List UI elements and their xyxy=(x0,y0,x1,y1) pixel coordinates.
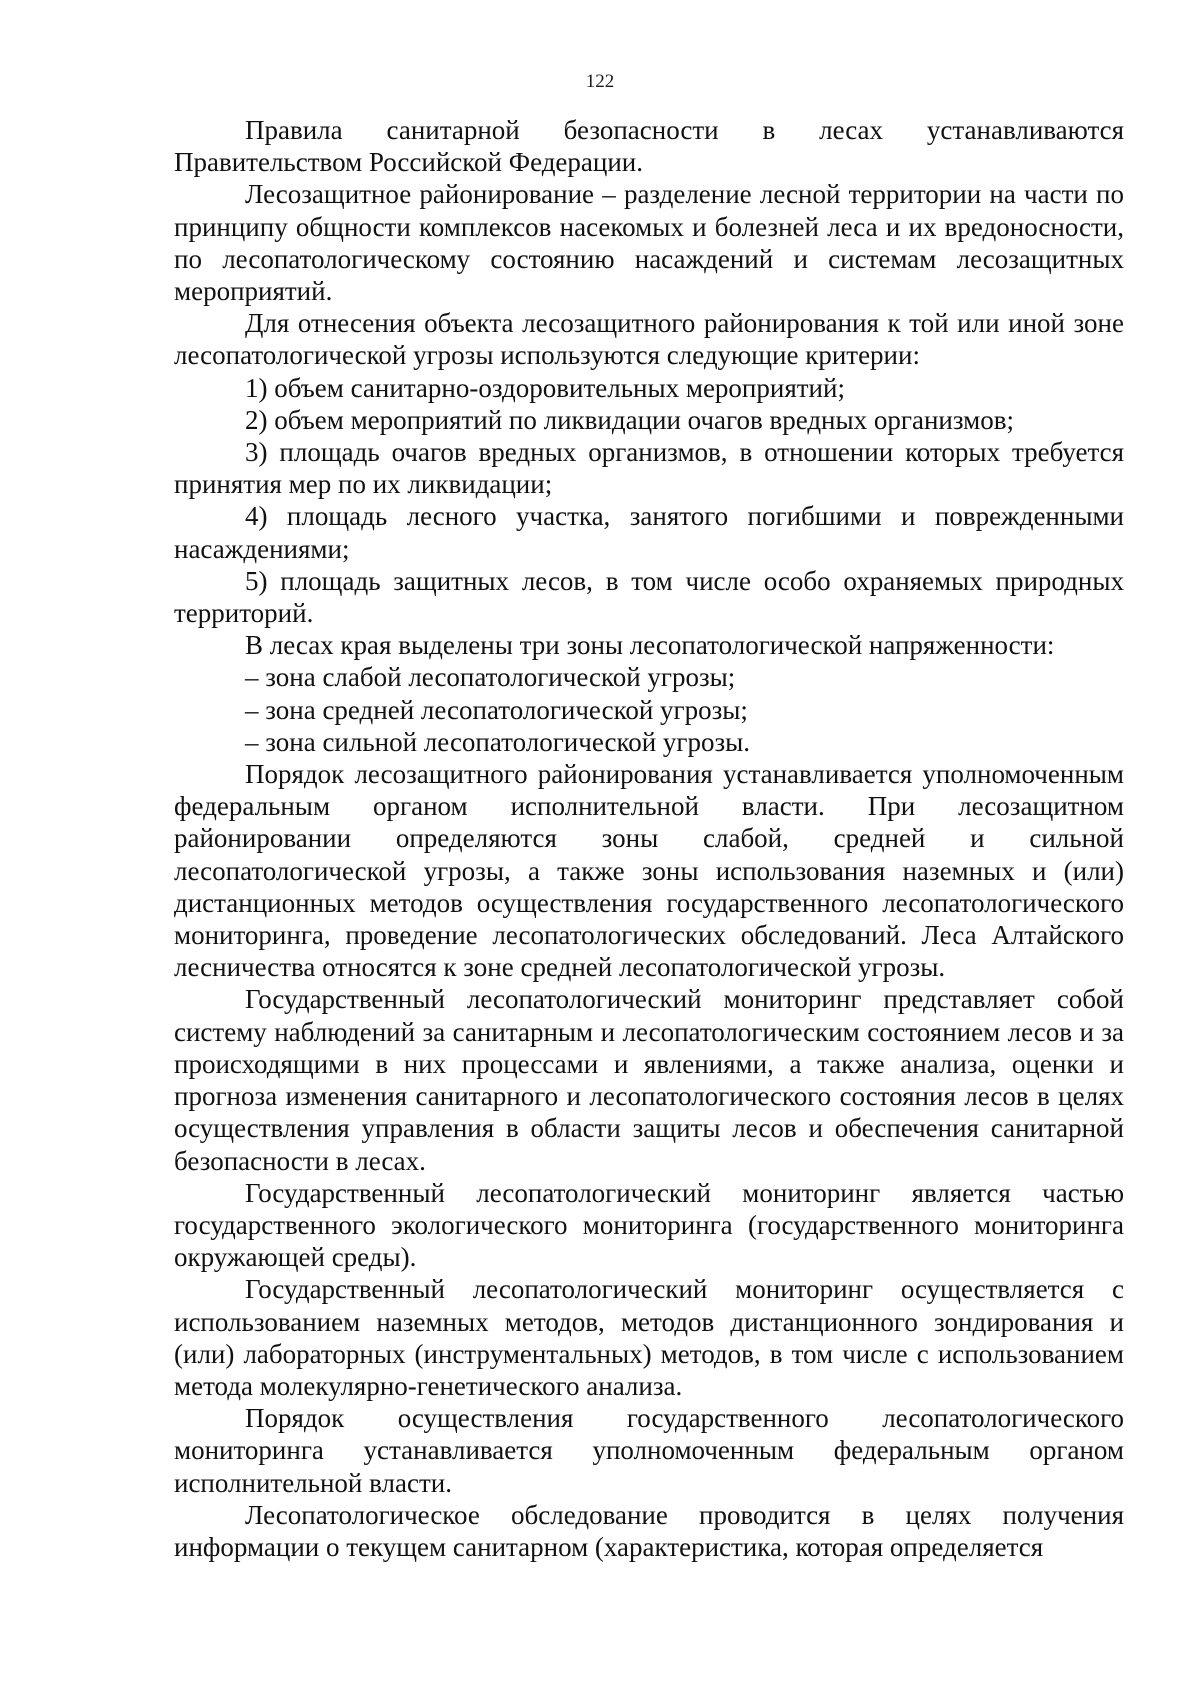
paragraph-survey: Лесопатологическое обследование проводится в целях получения информации о текущем санитарном (характеристика, которая определяется xyxy=(174,1499,1124,1562)
list-item-criterion-4: 4) площадь лесного участка, занятого погибшими и поврежденными насаждениями; xyxy=(174,501,1124,564)
list-item-zone-strong: – зона сильной лесопатологической угрозы. xyxy=(245,726,751,757)
paragraph-monitoring-procedure: Порядок осуществления государственного лесопатологического мониторинга устанавливается уполномоченным федеральным органом исполнительной власти. xyxy=(174,1403,1124,1498)
list-item-zone-medium: – зона средней лесопатологической угрозы; xyxy=(245,694,748,725)
list-item-criterion-1: 1) объем санитарно-оздоровительных мероприятий; xyxy=(245,372,845,403)
list-item-criterion-2: 2) объем мероприятий по ликвидации очагов вредных организмов; xyxy=(245,404,1014,435)
paragraph-sanitary-rules: Правила санитарной безопасности в лесах устанавливаются Правительством Российской Федерации. xyxy=(174,115,1124,178)
body-text xyxy=(174,114,1124,1563)
list-item-criterion-3: 3) площадь очагов вредных организмов, в отношении которых требуется принятия мер по их ликвидации; xyxy=(174,437,1124,500)
list-item-criterion-5: 5) площадь защитных лесов, в том числе особо охраняемых природных территорий. xyxy=(174,565,1124,629)
list-item-zone-weak: – зона слабой лесопатологической угрозы; xyxy=(245,662,736,693)
paragraph-monitoring-methods: Государственный лесопатологический мониторинг осуществляется с использованием наземных методов, методов дистанционного зондирования и (или) лабораторных (инструментальных) методов, в том числе с использованием метода молекулярно-генетического анализа. xyxy=(174,1274,1124,1401)
paragraph-zoning-definition: Лесозащитное районирование – разделение лесной территории на части по принципу общности комплексов насекомых и болезней леса и их вредоносности, по лесопатологическому состоянию насаждений и системам лесозащитных мероприятий. xyxy=(174,179,1124,307)
paragraph-monitoring-definition: Государственный лесопатологический мониторинг представляет собой систему наблюдений за санитарным и лесопатологическим состоянием лесов и за происходящими в них процессами и явлениями, а также анализа, оценки и прогноза изменения санитарного и лесопатологического состояния лесов в целях осуществления управления в области защиты лесов и обеспечения санитарной безопасности в лесах. xyxy=(174,984,1124,1176)
paragraph-zoning-procedure: Порядок лесозащитного районирования устанавливается уполномоченным федеральным органом исполнительной власти. При лесозащитном районировании определяются зоны слабой, средней и сильной лесопатологической угрозы, а также зоны использования наземных и (или) дистанционных методов осуществления государственного лесопатологического мониторинга, проведение лесопатологических обследований. Леса Алтайского лесничества относятся к зоне средней лесопатологической угрозы. xyxy=(174,759,1124,983)
paragraph-zones-intro: В лесах края выделены три зоны лесопатологической напряженности: xyxy=(245,630,1055,661)
paragraph-criteria-intro: Для отнесения объекта лесозащитного районирования к той или иной зоне лесопатологической угрозы используются следующие критерии: xyxy=(174,308,1124,371)
page-number: 122 xyxy=(585,71,615,92)
paragraph-monitoring-part: Государственный лесопатологический мониторинг является частью государственного экологического мониторинга (государственного мониторинга окружающей среды). xyxy=(174,1177,1124,1273)
